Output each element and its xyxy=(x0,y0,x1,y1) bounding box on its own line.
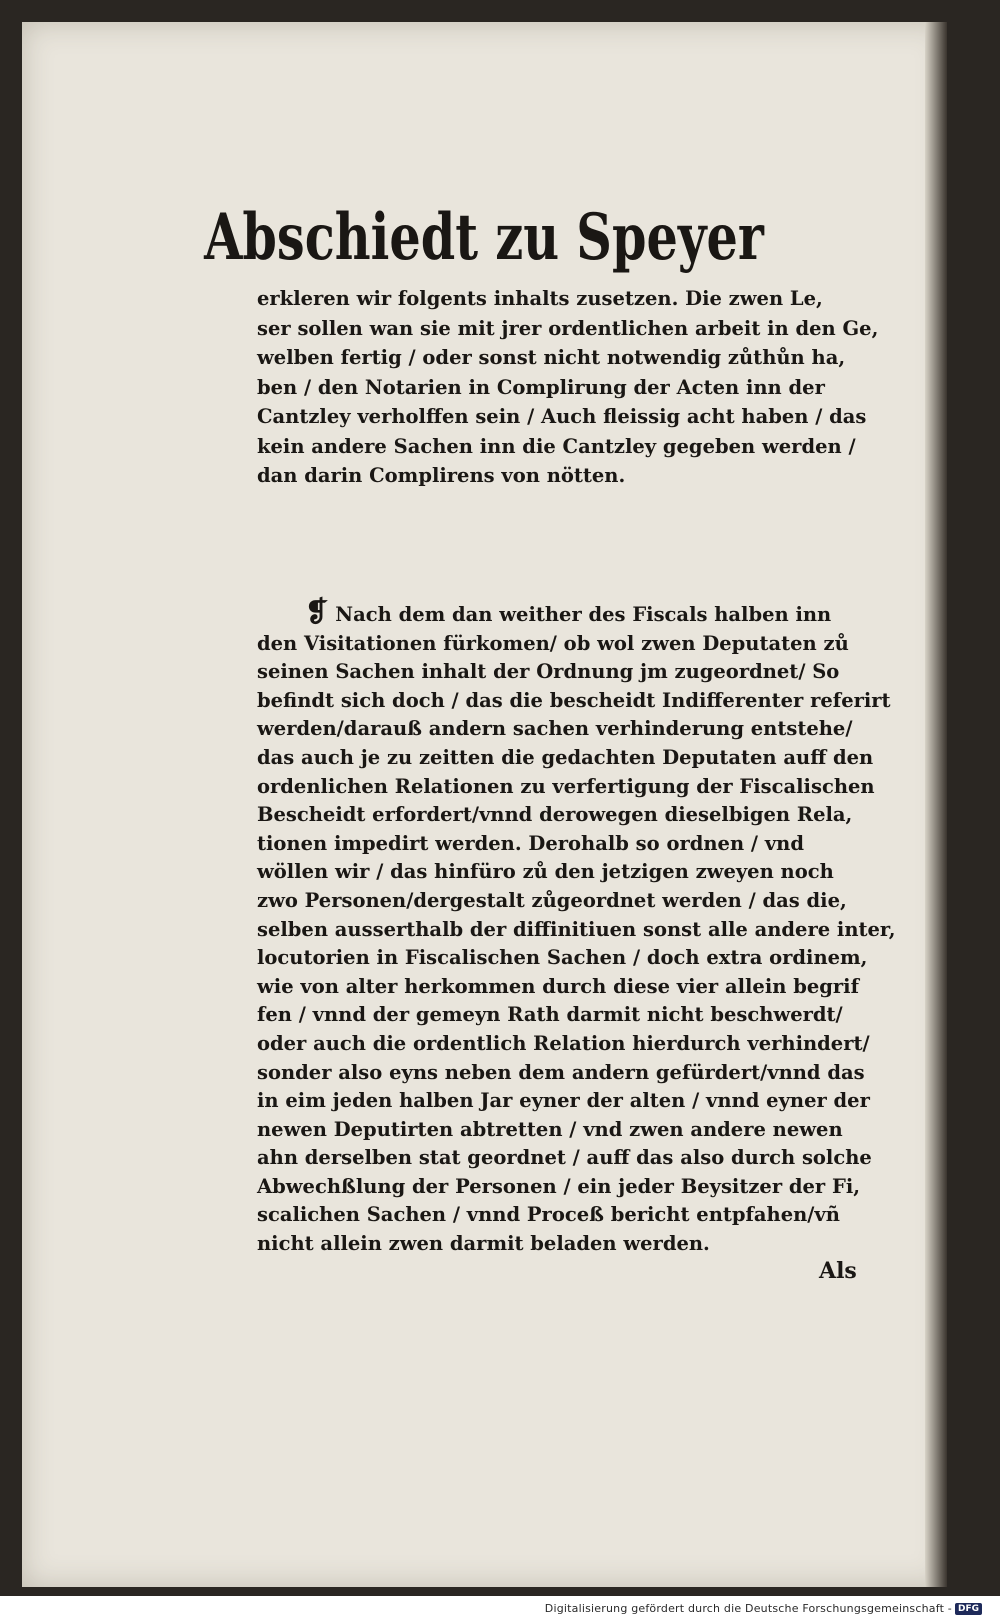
text-line: scalichen Sachen / vnnd Proceß bericht entpfahen/vñ xyxy=(257,1203,840,1227)
text-line: den Visitationen fürkomen/ ob wol zwen Deputaten zů xyxy=(257,631,849,655)
text-line: das auch je zu zeitten die gedachten Deputaten auff den xyxy=(257,745,874,769)
text-line-content: Nach dem dan weither des Fiscals halben inn xyxy=(335,603,832,626)
text-line: erkleren wir folgents inhalts zusetzen. Die zwen Le, xyxy=(257,287,823,310)
text-line: Cantzley verholffen sein / Auch fleissig acht haben / das xyxy=(257,405,867,428)
text-line: selben ausserthalb der diffinitiuen sonst alle andere inter, xyxy=(257,917,896,941)
text-line: zwo Personen/dergestalt zůgeordnet werden / das die, xyxy=(257,888,847,912)
text-line: befindt sich doch / das die bescheidt Indifferenter referirt xyxy=(257,688,891,712)
footer-credit: Digitalisierung gefördert durch die Deutsche Forschungsgemeinschaft - xyxy=(544,1602,952,1615)
text-line: tionen impedirt werden. Derohalb so ordnen / vnd xyxy=(257,831,804,855)
book-page xyxy=(22,22,947,1587)
text-line: locutorien in Fiscalischen Sachen / doch extra ordinem, xyxy=(257,946,868,970)
text-line: ordenlichen Relationen zu verfertigung der Fiscalischen xyxy=(257,774,875,798)
text-line: newen Deputirten abtretten / vnd zwen andere newen xyxy=(257,1117,843,1141)
footer-bar xyxy=(0,1596,1000,1621)
paragraph-2 xyxy=(257,595,897,1259)
text-line: nicht allein zwen darmit beladen werden. xyxy=(257,1232,710,1256)
text-line xyxy=(257,595,897,630)
text-line: Abwechßlung der Personen / ein jeder Beysitzer der Fi, xyxy=(257,1174,861,1198)
text-line: Bescheidt erfordert/vnnd derowegen dieselbigen Rela, xyxy=(257,803,853,827)
text-line: ahn derselben stat geordnet / auff das also durch solche xyxy=(257,1146,872,1170)
text-line: wöllen wir / das hinfüro zů den jetzigen zweyen noch xyxy=(257,860,834,884)
text-line: oder auch die ordentlich Relation hierdurch verhindert/ xyxy=(257,1031,870,1055)
paragraph-1 xyxy=(257,284,897,491)
text-line: werden/darauß andern sachen verhinderung entstehe/ xyxy=(257,717,853,741)
text-line: dan darin Complirens von nötten. xyxy=(257,464,626,487)
text-line: in eim jeden halben Jar eyner der alten / vnnd eyner der xyxy=(257,1089,870,1113)
page-header: Abschiedt zu Speyer xyxy=(204,200,765,275)
text-line: sonder also eyns neben dem andern gefürdert/vnnd das xyxy=(257,1060,865,1084)
text-line: ser sollen wan sie mit jrer ordentlichen arbeit in den Ge, xyxy=(257,316,879,340)
text-line: wie von alter herkommen durch diese vier allein begrif xyxy=(257,974,859,998)
text-line: fen / vnnd der gemeyn Rath darmit nicht beschwerdt/ xyxy=(257,1003,843,1027)
text-line: welben fertig / oder sonst nicht notwendig zůthůn ha, xyxy=(257,346,846,369)
dfg-logo-icon: DFG xyxy=(955,1603,982,1615)
text-line: seinen Sachen inhalt der Ordnung jm zugeordnet/ So xyxy=(257,660,840,684)
text-line: kein andere Sachen inn die Cantzley gegeben werden / xyxy=(257,434,856,458)
text-line: ben / den Notarien in Complirung der Acten inn der xyxy=(257,375,825,399)
pilcrow-icon: ❡ xyxy=(305,595,329,628)
catchword: Als xyxy=(819,1258,857,1284)
